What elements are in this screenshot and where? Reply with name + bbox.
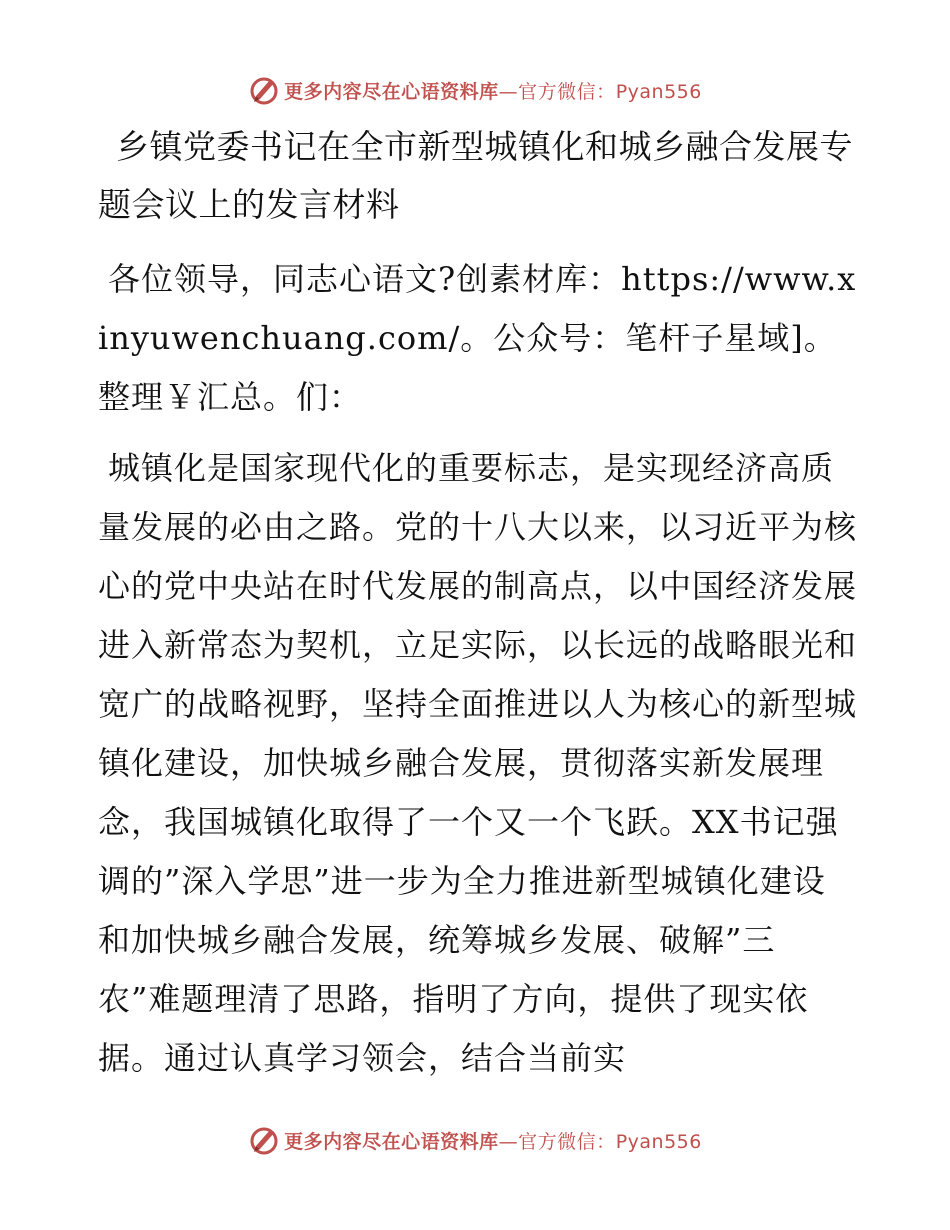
quill-pen-icon — [248, 74, 280, 106]
body-paragraph-1: 城镇化是国家现代化的重要标志，是实现经济高质量发展的必由之路。党的十八大以来，以习近平为核心的党中央站在时代发展的制高点，以中国经济发展进入新常态为契机，立足实际，以长远的战略眼光和宽广的战略视野，坚持全面推进以人为核心的新型城镇化建设，加快城乡融合发展，贯彻落实新发展理念，我国城镇化取得了一个又一个飞跃。XX书记强调的”深入学思”进一步为全力推进新型城镇化建设和加快城乡融合发展，统筹城乡发展、破解”三农”难题理清了思路，指明了方向，提供了现实依据。通过认真学习领会，结合当前实 — [98, 449, 858, 1077]
document-title: 乡镇党委书记在全市新型城镇化和城乡融合发展专题会议上的发言材料 — [98, 127, 853, 224]
footer-brand: 更多内容尽在心语资料库 — [284, 1130, 499, 1153]
footer-banner — [0, 1122, 950, 1158]
document-body — [98, 118, 858, 1100]
quill-pen-icon — [248, 1124, 280, 1156]
footer-wechat-id: Pyan556 — [615, 1130, 702, 1153]
footer-wechat-label: 官方微信： — [518, 1130, 616, 1153]
header-wechat-label: 官方微信： — [518, 80, 616, 103]
header-brand: 更多内容尽在心语资料库 — [284, 80, 499, 103]
greeting-paragraph: 各位领导，同志心语文?创素材库：https://www.xinyuwenchuang.com/。公众号：笔杆子星域]。整理￥汇总。们： — [98, 260, 857, 416]
header-separator: — — [498, 80, 519, 103]
header-wechat-id: Pyan556 — [615, 80, 702, 103]
footer-separator: — — [498, 1130, 519, 1153]
header-text — [284, 77, 702, 104]
header-banner — [0, 72, 950, 108]
footer-text — [284, 1127, 702, 1154]
